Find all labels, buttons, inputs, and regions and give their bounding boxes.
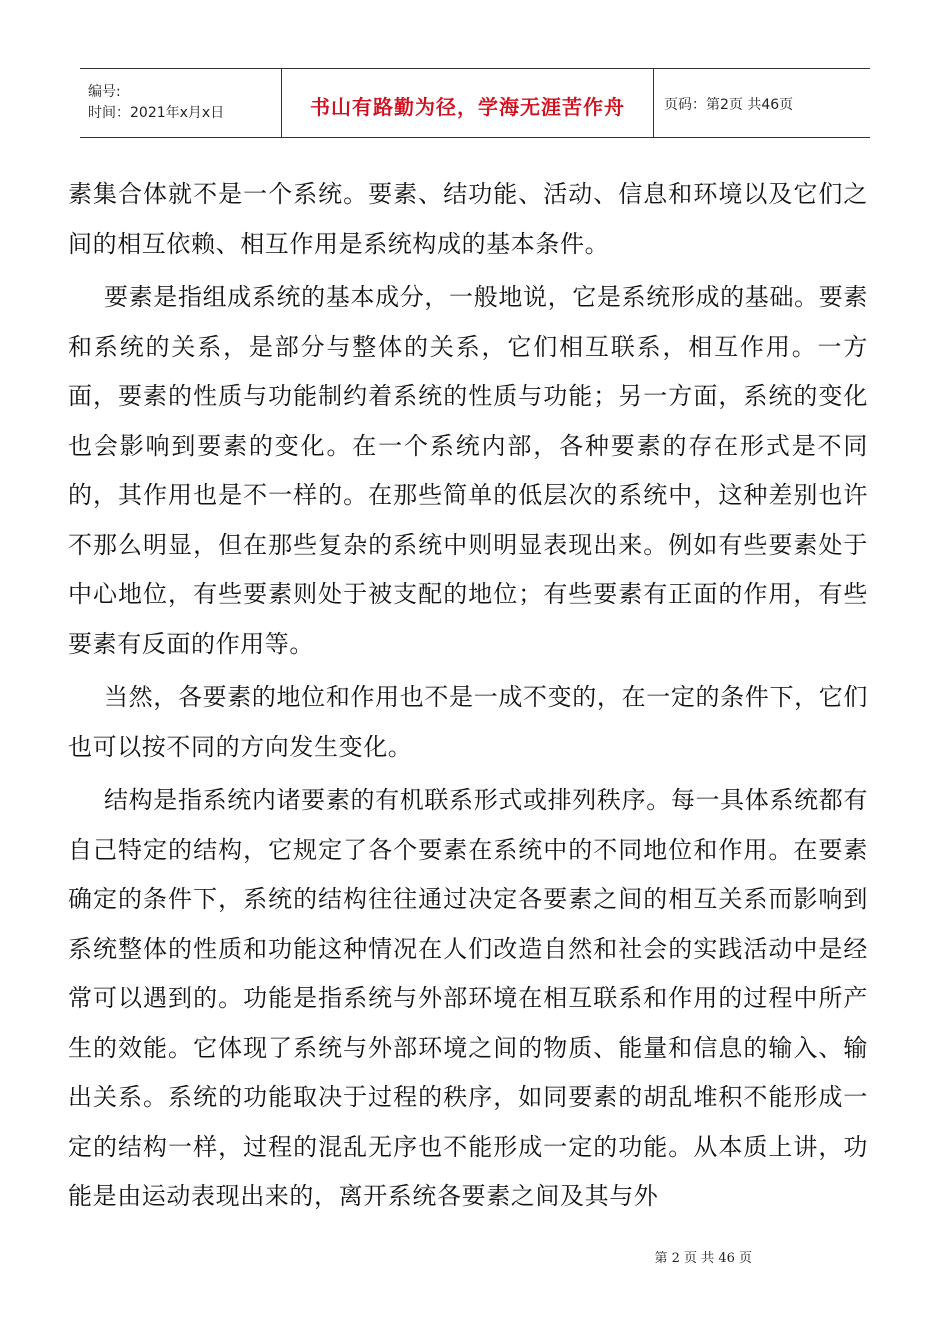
header-motto: 书山有路勤为径，学海无涯苦作舟 (310, 94, 625, 119)
paragraph-1: 素集合体就不是一个系统。要素、结功能、活动、信息和环境以及它们之间的相互依赖、相互作用是系统构成的基本条件。 (68, 180, 868, 258)
paragraph-3: 当然，各要素的地位和作用也不是一成不变的，在一定的条件下，它们也可以按不同的方向发生变化。 (68, 683, 868, 761)
header-motto-cell (282, 69, 654, 137)
header-meta (80, 69, 282, 137)
page-header (80, 68, 870, 138)
header-page-info-cell (654, 69, 870, 137)
page-footer (0, 1247, 950, 1266)
document-body (68, 170, 868, 1226)
document-date: 时间：2021年x月x日 (88, 105, 225, 121)
paragraph-4: 结构是指系统内诸要素的有机联系形式或排列秩序。每一具体系统都有自己特定的结构，它规定了各个要素在系统中的不同地位和作用。在要素确定的条件下，系统的结构往往通过决定各要素之间的相互关系而影响到系统整体的性质和功能这种情况在人们改造自然和社会的实践活动中是经常可以遇到的。功能是指系统与外部环境在相互联系和作用的过程中所产生的效能。它体现了系统与外部环境之间的物质、能量和信息的输入、输出关系。系统的功能取决于过程的秩序，如同要素的胡乱堆积不能形成一定的结构一样，过程的混乱无序也不能形成一定的功能。从本质上讲，功能是由运动表现出来的，离开系统各要素之间及其与外 (68, 786, 868, 1210)
footer-page-number: 第 2 页 共 46 页 (654, 1251, 752, 1266)
header-page-info: 页码：第2页 共46页 (664, 97, 794, 113)
paragraph-2: 要素是指组成系统的基本成分，一般地说，它是系统形成的基础。要素和系统的关系，是部分与整体的关系，它们相互联系，相互作用。一方面，要素的性质与功能制约着系统的性质与功能；另一方面，系统的变化也会影响到要素的变化。在一个系统内部，各种要素的存在形式是不同的，其作用也是不一样的。在那些简单的低层次的系统中，这种差别也许不那么明显，但在那些复杂的系统中则明显表现出来。例如有些要素处于中心地位，有些要素则处于被支配的地位；有些要素有正面的作用，有些要素有反面的作用等。 (68, 283, 868, 658)
document-number-label: 编号: (88, 84, 121, 100)
